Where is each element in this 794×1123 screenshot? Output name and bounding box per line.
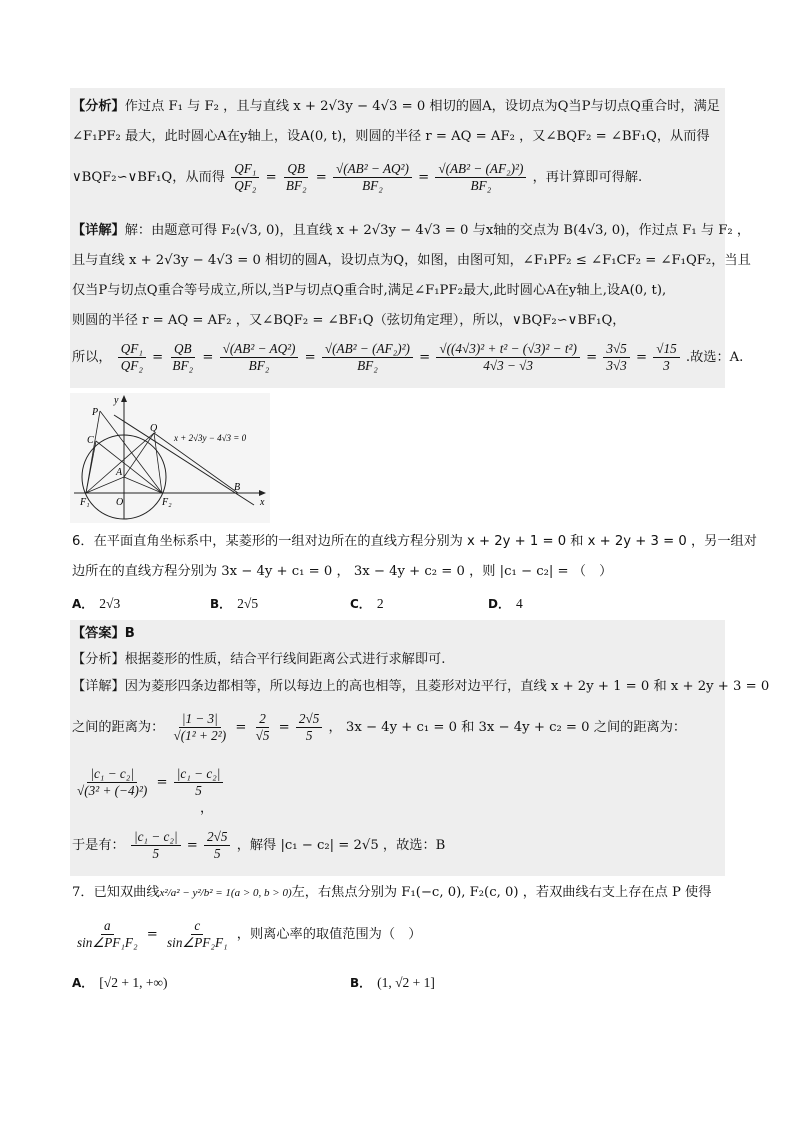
- label-A: A: [116, 467, 123, 478]
- analysis-line-2: ∠F₁PF₂ 最大，此时圆心A在y轴上，设A(0, t)，则圆的半径 r = AQ = AF₂ ，又∠BQF₂ = ∠BF₁Q，从而得: [72, 129, 710, 144]
- label-B: B: [234, 482, 241, 493]
- fraction: $\frac{|1 - 3|}{\text{√(1² + 2²)}}$: [173, 711, 227, 743]
- fraction: $\frac{2√5}{5}$: [204, 829, 230, 862]
- fraction: $\frac{√15}{3}$: [653, 341, 679, 374]
- q6-stem-line-1: 6．在平面直角坐标系中，某菱形的一组对边所在的直线方程分别为 x + 2y + 1 = 0 和 x + 2y + 3 = 0 ，另一组对: [72, 534, 757, 549]
- q6-detail-line-2: 之间的距离为： $\frac{|1 - 3|}{\text{√(1² + 2²)}}$ = $\frac{2}{√5}$ = $\frac{2√5}{5}$ ， 3x − 4y + c₁ = 0 和 3x − 4y + c₂ = 0 之间的距离为：: [72, 711, 687, 743]
- detail-line-4: 则圆的半径 r = AQ = AF₂ ，又∠BQF₂ = ∠BF₁Q（弦切角定理），所以，∨BQF₂∽∨BF₁Q，: [72, 313, 626, 328]
- fraction: $\frac{3√5}{3√3}$: [603, 341, 629, 374]
- label-F1: F₁: [80, 497, 90, 508]
- fraction: $\frac{\text{QF₁}}{\text{QF₂}}$: [231, 161, 259, 194]
- fraction: $\frac{a}{\text{sin∠PF₁F₂}}$: [77, 918, 138, 950]
- q7-stem-line-2: $\frac{a}{\text{sin∠PF₁F₂}}$ = $\frac{c}{\text{sin∠PF₂F₁}}$ ，则离心率的取值范围为（ ）: [72, 915, 421, 955]
- analysis-tag: 【分析】: [72, 99, 125, 114]
- segment-A-F1: [86, 477, 124, 493]
- q6-detail-line-4: 于是有： $\frac{\text{|c₁ − c₂|}}{5}$ = $\frac{2√5}{5}$ ，解得 |c₁ − c₂| = 2√5 ，故选：B: [72, 829, 446, 861]
- label-x: x: [260, 497, 265, 508]
- q6-detail-line-1: 【详解】因为菱形四条边都相等，所以每边上的高也相等，且菱形对边平行，直线 x + 2y + 1 = 0 和 x + 2y + 3 = 0: [72, 679, 770, 694]
- fraction: $\frac{\text{|c₁ − c₂|}}{5}$: [174, 766, 224, 799]
- q6-stem-line-2: 边所在的直线方程分别为 3x − 4y + c₁ = 0 ， 3x − 4y + c₂ = 0 ，则 |c₁ − c₂| = （ ）: [72, 564, 613, 579]
- q6-detail-line-3: $\frac{\text{|c₁ − c₂|}}{\text{√(3² + (−4)²)}}$ = $\frac{\text{|c₁ − c₂|}}{5}$: [72, 763, 225, 803]
- q7-stem-line-1: 7．已知双曲线x²/a² − y²/b² = 1(a > 0, b > 0)左，右焦点分别为 F₁(−c, 0), F₂(c, 0) ，若双曲线右支上存在点 P 使得: [72, 885, 712, 900]
- label-line-equation: x + 2√3y − 4√3 = 0: [174, 433, 247, 443]
- fraction: $\frac{\text{√(AB² − AQ²)}}{\text{BF₂}}$: [333, 161, 412, 194]
- q6-option-c[interactable]: C． 2: [350, 596, 384, 611]
- label-y: y: [114, 395, 119, 406]
- detail-line-5: 所以， $\frac{\text{QF₁}}{\text{QF₂}}$ = $\frac{QB}{\text{BF₂}}$ = $\frac{\text{√(AB² − AQ²)}}{\text{BF₂}}$ = $\frac{\text{√(AB² − (AF₂)²)}}{\text{BF₂}}$ = $\frac{\text{√((4√3)² + t² − (√3)² − t²)}}{4√3 - √3}$ = $\frac{3√5}{3√3}$ = $\frac{√15}{3}$ .故选：A.: [72, 341, 744, 373]
- tangent-line: [114, 415, 254, 505]
- detail-tag: 【详解】: [72, 223, 125, 238]
- fraction: $\frac{c}{\text{sin∠PF₂F₁}}$: [167, 918, 228, 950]
- fraction: $\frac{QB}{\text{BF₂}}$: [172, 341, 194, 373]
- fraction: $\frac{\text{√(AB² − (AF₂)²)}}{\text{BF₂}}$: [322, 341, 413, 374]
- y-axis-arrow: [121, 395, 127, 402]
- fraction: $\frac{\text{√(AB² − AQ²)}}{\text{BF₂}}$: [220, 341, 299, 374]
- label-C: C: [87, 435, 94, 446]
- fraction: $\frac{\text{√((4√3)² + t² − (√3)² − t²)}}{4√3 - √3}$: [436, 341, 579, 374]
- fraction: $\frac{\text{|c₁ − c₂|}}{\text{√(3² + (−4)²)}}$: [77, 766, 148, 798]
- q6-answer: 【答案】B: [72, 626, 135, 641]
- x-axis-arrow: [259, 490, 266, 496]
- fraction: $\frac{2}{√5}$: [255, 711, 270, 743]
- label-O: O: [116, 497, 124, 508]
- detail-line-2: 且与直线 x + 2√3y − 4√3 = 0 相切的圆A，设切点为Q，如图，由图可知，∠F₁PF₂ ≤ ∠F₁CF₂ = ∠F₁QF₂，当且: [72, 253, 751, 268]
- fraction: $\frac{\text{|c₁ − c₂|}}{5}$: [131, 829, 181, 862]
- analysis-line-1: 【分析】作过点 F₁ 与 F₂ ，且与直线 x + 2√3y − 4√3 = 0 相切的圆A，设切点为Q当P与切点Q重合时，满足: [72, 99, 720, 114]
- fraction: $\frac{QB}{\text{BF₂}}$: [285, 161, 307, 193]
- fraction: $\frac{\text{QF₁}}{\text{QF₂}}$: [118, 341, 146, 374]
- q7-option-a[interactable]: A． [√2 + 1, +∞): [72, 975, 168, 990]
- q7-option-b[interactable]: B． (1, √2 + 1]: [350, 975, 435, 990]
- detail-line-3: 仅当P与切点Q重合等号成立,所以,当P与切点Q重合时,满足∠F₁PF₂最大,此时圆心A在y轴上,设A(0, t),: [72, 283, 667, 298]
- label-Q: Q: [150, 423, 158, 434]
- label-P: P: [92, 407, 99, 418]
- q6-comma: ，: [200, 801, 214, 816]
- q6-option-b[interactable]: B． 2√5: [210, 596, 259, 611]
- q6-option-a[interactable]: A． 2√3: [72, 596, 121, 611]
- label-F2: F₂: [162, 497, 172, 508]
- analysis-line-3: ∨BQF₂∽∨BF₁Q，从而得 $\frac{\text{QF₁}}{\text{QF₂}}$ = $\frac{QB}{\text{BF₂}}$ = $\frac{\text{√(AB² − AQ²)}}{\text{BF₂}}$ = $\frac{\text{√(AB² − (AF₂)²)}}{\text{BF₂}}$ ，再计算即可得解.: [72, 161, 643, 193]
- fraction: $\frac{2√5}{5}$: [296, 711, 322, 744]
- fraction: $\frac{\text{√(AB² − (AF₂)²)}}{\text{BF₂}}$: [435, 161, 526, 194]
- q6-option-d[interactable]: D． 4: [488, 596, 523, 611]
- detail-line-1: 【详解】解：由题意可得 F₂(√3, 0)，且直线 x + 2√3y − 4√3 = 0 与x轴的交点为 B(4√3, 0)，作过点 F₁ 与 F₂ ，: [72, 223, 751, 238]
- geometry-figure: [70, 393, 270, 523]
- q6-analysis: 【分析】根据菱形的性质，结合平行线间距离公式进行求解即可.: [72, 652, 446, 667]
